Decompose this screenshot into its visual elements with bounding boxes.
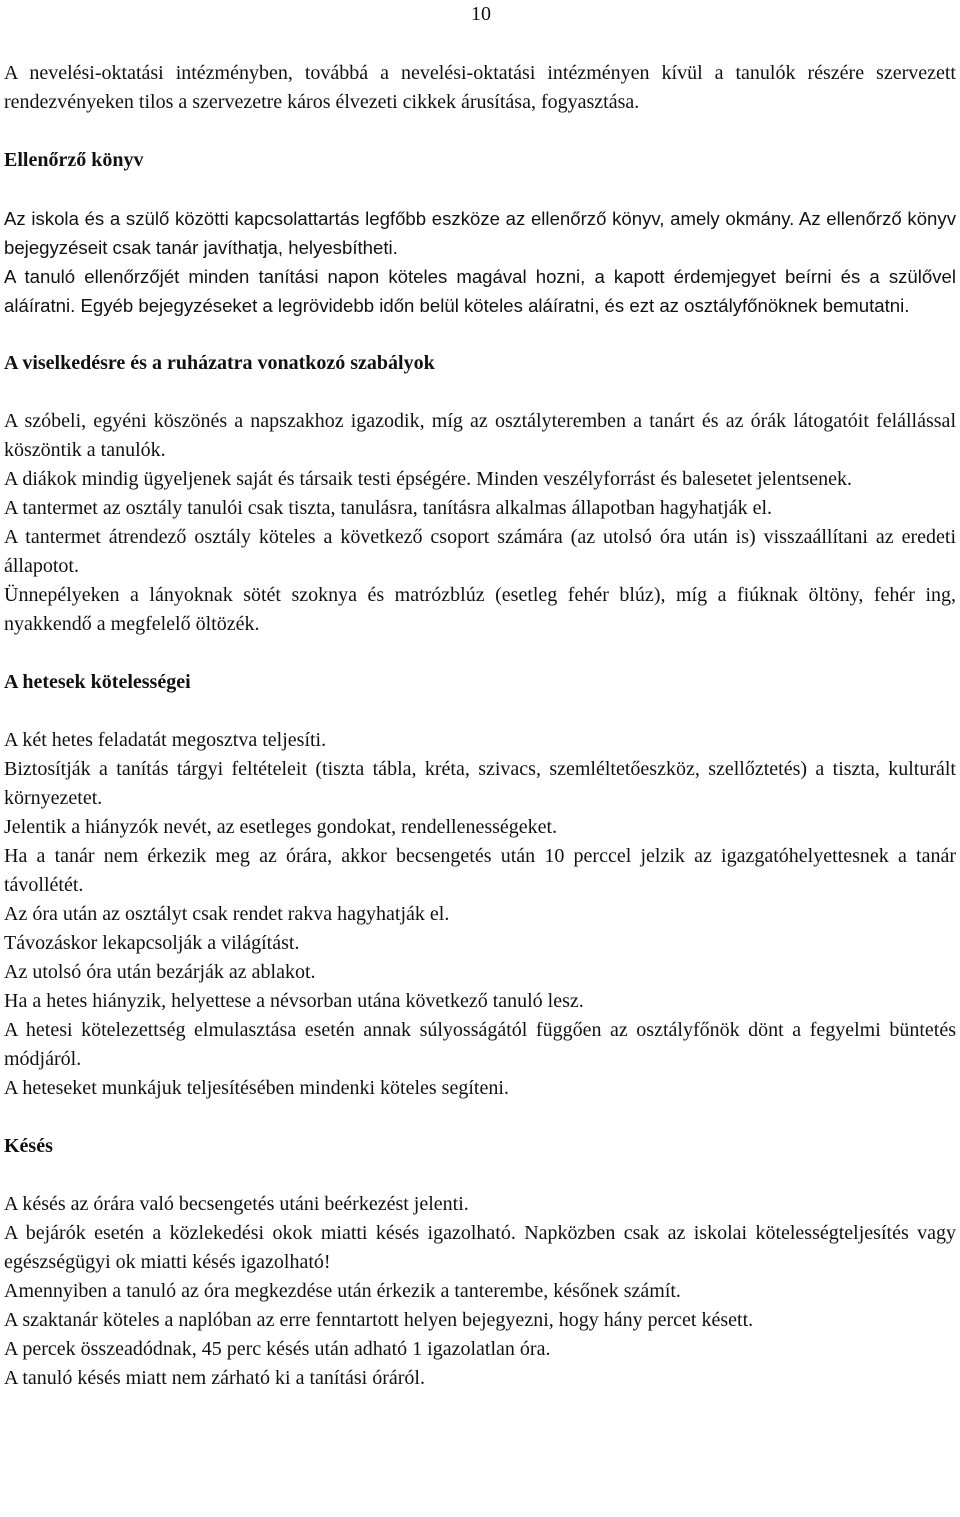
section-heading-keses: Késés [4, 1135, 53, 1157]
hetesek-paragraph-6: Távozáskor lekapcsolják a világítást. [4, 932, 300, 954]
viselkedes-paragraph-1: A szóbeli, egyéni köszönés a napszakhoz igazodik, míg az osztályteremben a tanárt és az órák látogatóit felállással köszöntik a tanulók. [4, 410, 956, 461]
viselkedes-paragraph-4: A tantermet átrendező osztály köteles a következő csoport számára (az utolsó óra után is) visszaállítani az eredeti állapotot. [4, 526, 956, 577]
keses-paragraph-1: A késés az órára való becsengetés utáni beérkezést jelenti. [4, 1193, 469, 1215]
hetesek-paragraph-9: A hetesi kötelezettség elmulasztása esetén annak súlyosságától függően az osztályfőnök dönt a fegyelmi büntetés módjáról. [4, 1019, 956, 1070]
page-content [4, 59, 956, 1393]
viselkedes-paragraph-2: A diákok mindig ügyeljenek saját és társaik testi épségére. Minden veszélyforrást és balesetet jelentsenek. [4, 468, 853, 490]
section-heading-viselkedes: A viselkedésre és a ruházatra vonatkozó szabályok [4, 352, 435, 374]
keses-paragraph-4: A szaktanár köteles a naplóban az erre fenntartott helyen bejegyezni, hogy hány percet késett. [4, 1309, 754, 1331]
ellenorzo-paragraph-2: A tanuló ellenőrzőjét minden tanítási napon köteles magával hozni, a kapott érdemjegyet beírni és a szülővel aláíratni. Egyéb bejegyzéseket a legrövidebb időn belül köteles aláíratni, és ezt az osztályfőnöknek bemutatni. [4, 266, 956, 316]
hetesek-paragraph-3: Jelentik a hiányzók nevét, az esetleges gondokat, rendellenességeket. [4, 816, 558, 838]
keses-paragraph-3: Amennyiben a tanuló az óra megkezdése után érkezik a tanterembe, későnek számít. [4, 1280, 681, 1302]
keses-paragraph-6: A tanuló késés miatt nem zárható ki a tanítási óráról. [4, 1367, 425, 1389]
section-heading-hetesek: A hetesek kötelességei [4, 671, 191, 693]
hetesek-paragraph-7: Az utolsó óra után bezárják az ablakot. [4, 961, 316, 983]
hetesek-paragraph-4: Ha a tanár nem érkezik meg az órára, akkor becsengetés után 10 perccel jelzik az igazgatóhelyettesnek a tanár távollétét. [4, 845, 956, 896]
hetesek-paragraph-5: Az óra után az osztályt csak rendet rakva hagyhatják el. [4, 903, 450, 925]
keses-paragraph-5: A percek összeadódnak, 45 perc késés után adható 1 igazolatlan óra. [4, 1338, 551, 1360]
ellenorzo-paragraph-1: Az iskola és a szülő közötti kapcsolattartás legfőbb eszköze az ellenőrző könyv, amely okmány. Az ellenőrző könyv bejegyzéseit csak tanár javíthatja, helyesbítheti. [4, 208, 956, 258]
hetesek-paragraph-2: Biztosítják a tanítás tárgyi feltételeit (tiszta tábla, kréta, szivacs, szemléltetőeszköz, szellőztetés) a tiszta, kulturált környezetet. [4, 758, 956, 809]
keses-paragraph-2: A bejárók esetén a közlekedési okok miatti késés igazolható. Napközben csak az iskolai kötelességteljesítés vagy egészségügyi ok miatti késés igazolható! [4, 1222, 956, 1273]
hetesek-paragraph-8: Ha a hetes hiányzik, helyettese a névsorban utána következő tanuló lesz. [4, 990, 584, 1012]
hetesek-paragraph-1: A két hetes feladatát megosztva teljesíti. [4, 729, 327, 751]
intro-paragraph: A nevelési-oktatási intézményben, továbbá a nevelési-oktatási intézményen kívül a tanulók részére szervezett rendezvényeken tilos a szervezetre káros élvezeti cikkek árusítása, fogyasztása. [4, 62, 956, 113]
viselkedes-paragraph-5: Ünnepélyeken a lányoknak sötét szoknya és matrózblúz (esetleg fehér blúz), míg a fiúknak öltöny, fehér ing, nyakkendő a megfelelő öltözék. [4, 584, 956, 635]
section-heading-ellenorzo: Ellenőrző könyv [4, 149, 144, 171]
viselkedes-paragraph-3: A tantermet az osztály tanulói csak tiszta, tanulásra, tanításra alkalmas állapotban hagyhatják el. [4, 497, 773, 519]
page-number: 10 [471, 3, 491, 25]
hetesek-paragraph-10: A heteseket munkájuk teljesítésében mindenki köteles segíteni. [4, 1077, 509, 1099]
